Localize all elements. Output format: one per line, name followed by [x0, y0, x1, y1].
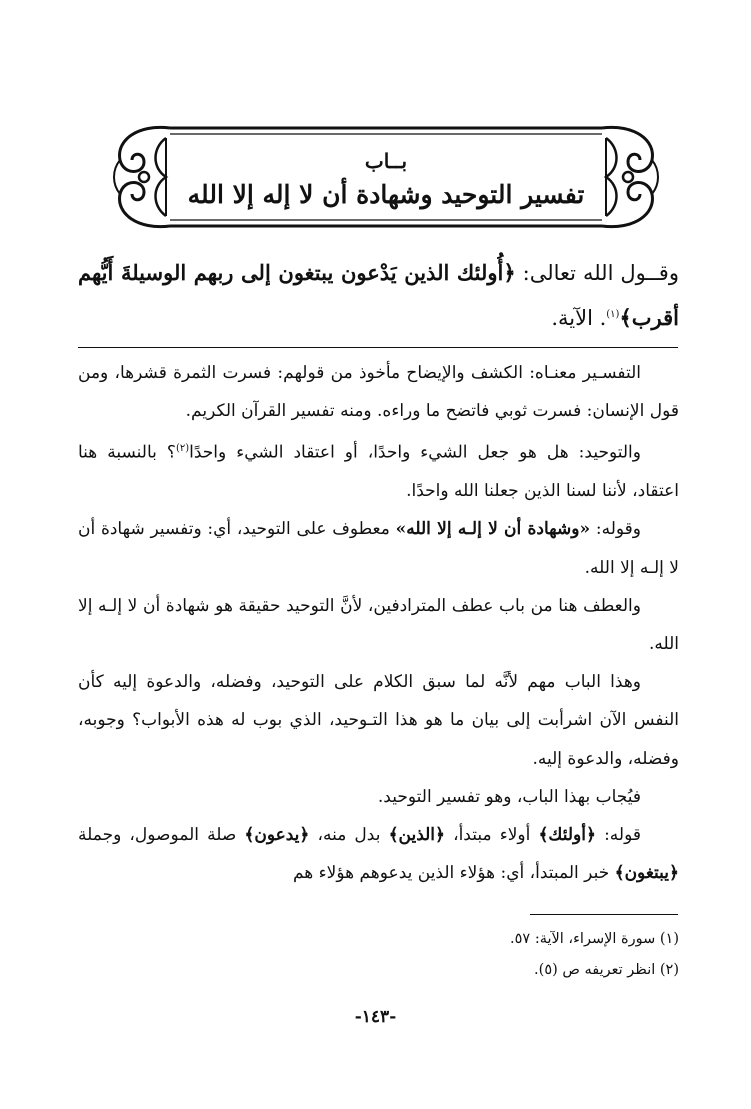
paragraph: وهذا الباب مهم لأنَّه لما سبق الكلام على التوحيد، وفضله، والدعوة إليه كأن النفس الآن اشرأبت إلى بيان ما هو هذا التـوحيد، الذي بوب له هذه الأبواب؟ وجوبه، وفضله، والدعوة إليه. — [78, 672, 679, 769]
paragraph: وقوله: «وشهادة أن لا إلـه إلا الله» معطوف على التوحيد، أي: وتفسير شهادة أن لا إلـه إلا الله. — [78, 519, 679, 578]
body-text — [78, 354, 679, 893]
page-number: -١٤٣- — [354, 1007, 397, 1027]
footnote-ref: (٢) — [175, 443, 190, 455]
paragraph: والتوحيد: هل هو جعل الشيء واحدًا، أو اعتقاد الشيء واحدًا$^{(٢)}$؟ بالنسبة هنا اعتقاد، لأننا لسنا الذين جعلنا الله واحدًا. — [78, 443, 679, 502]
paragraph: والعطف هنا من باب عطف المترادفين، لأنَّ التوحيد حقيقة هو شهادة أن لا إلـه إلا الله. — [78, 595, 679, 655]
quran-verse — [78, 252, 679, 339]
paragraph: قوله: ﴿أولئك﴾ أولاء مبتدأ، ﴿الذين﴾ بدل منه، ﴿يدعون﴾ صلة الموصول، وجملة ﴿يبتغون﴾ خبر المبتدأ، أي: هؤلاء الذين يدعوهم هؤلاء هم — [78, 825, 679, 884]
footnote-divider — [530, 914, 678, 915]
footnote: (١) سورة الإسراء، الآية: ٥٧. — [510, 931, 679, 947]
paragraph: التفسـير معنـاه: الكشف والإيضاح مأخوذ من قولهم: فسرت الثمرة قشرها، ومن قول الإنسان: فسرت ثوبي فاتضح ما وراءه. ومنه تفسير القرآن الكريم. — [78, 363, 679, 422]
verse-intro: وقــول الله تعالى: — [515, 261, 679, 285]
verse-tail: . الآية. — [551, 306, 607, 330]
verse-text: ﴿أُولئك الذين يَدْعون يبتغون إلى ربهم الوسيلةَ أَيُّهم أقرب﴾ — [78, 260, 679, 330]
chapter-title: تفسير التوحيد وشهادة أن لا إله إلا الله — [187, 180, 585, 209]
chapter-title-frame — [108, 118, 664, 236]
footnote: (٢) انظر تعريفه ص (٥). — [534, 962, 679, 978]
verse-divider — [78, 347, 678, 348]
chapter-label: بــاب — [364, 149, 408, 173]
verse-footnote-ref: (١) — [606, 309, 620, 320]
footnotes — [78, 924, 679, 986]
paragraph: فيُجاب بهذا الباب، وهو تفسير التوحيد. — [377, 786, 641, 807]
